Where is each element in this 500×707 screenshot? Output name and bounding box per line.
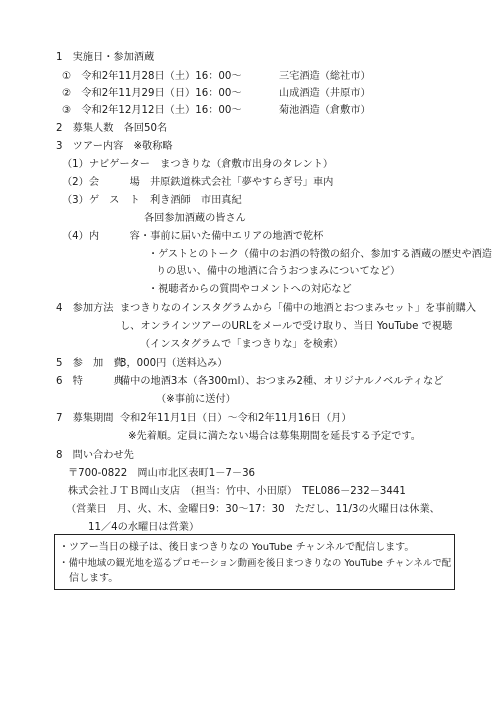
s4-line-3: （インスタグラムで「まつきりな」を検索） [140,339,344,350]
s8-hours-1: （営業日 月、火、木、金曜日9：30〜17：30 ただし、11/3の火曜日は休業、 [66,504,440,515]
s3-navigator: （1）ナビゲーター まつきりな（倉敷市出身のタレント） [62,159,334,170]
s7-value: 令和2年11月1日（日）〜令和2年11月16日（月） [120,413,352,424]
notice-line-1: ・ツアー当日の様子は、後日まつきりなの YouTube チャンネルで配信します。 [59,542,415,553]
section-3-heading: 3 ツアー内容 ※敬称略 [56,141,173,152]
notice-line-2a: ・備中地域の観光地を巡るプロモーション動画を後日まつきりなの YouTube チャンネルで配 [59,558,452,569]
s3-content-3: ・視聴者からの質問やコメントへの対応など [148,284,352,295]
s1-brewery-1: 三宅酒造（総社市） [279,71,371,82]
s8-hours-2: 11／4の水曜日は営業） [88,522,200,533]
section-6-label: 6 特 典 [56,376,124,387]
s1-brewery-2: 山成酒造（井原市） [279,88,371,99]
s3-content-2a: ・ゲストとのトーク（備中のお酒の特徴の紹介、参加する酒蔵の歴史や酒造 [148,249,492,260]
s1-date-2: ② 令和2年11月29日（日）16：00〜 [62,88,242,99]
section-7-label: 7 募集期間 [56,413,114,424]
s3-content-1: ・事前に届いた備中エリアの地酒で乾杯 [140,231,324,242]
s3-content-2b: りの思い、備中の地酒に合うおつまみについてなど） [156,266,401,277]
s6-value: 備中の地酒3本（各300ｍl）、おつまみ2種、オリジナルノベルティなど [120,376,444,387]
section-4-label: 4 参加方法 [56,303,114,314]
notice-box [54,534,455,590]
s4-line-2: し、オンラインツアーのURLをメールで受け取り、当日 YouTube で視聴 [120,321,453,332]
section-1-heading: 1 実施日・参加酒蔵 [56,52,155,63]
notice-line-2b: 信します。 [69,573,119,584]
s8-address: 〒700-0822 岡山市北区表町1－7－36 [68,468,256,479]
s6-note: （※事前に送付） [156,394,236,405]
s8-company: 株式会社ＪＴＢ岡山支店 （担当：竹中、小田原） TEL086－232－3441 [68,486,406,497]
s1-brewery-3: 菊池酒造（倉敷市） [279,105,371,116]
s3-guest-2: 各回参加酒蔵の皆さん [144,213,246,224]
section-8-heading: 8 問い合わせ先 [56,450,134,461]
s4-line-1: まつきりなのインスタグラムから「備中の地酒とおつまみセット」を事前購入 [120,303,477,314]
s1-date-1: ① 令和2年11月28日（土）16：00〜 [62,71,242,82]
s3-content-label: （4）内 容 [62,231,140,242]
s5-value: 3，000円（送料込み） [120,358,228,369]
s1-date-3: ③ 令和2年12月12日（土）16：00〜 [62,105,242,116]
s3-guest: （3）ゲ ス ト 利き酒師 市田真紀 [62,195,242,206]
s3-venue: （2）会 場 井原鉄道株式会社「夢やすらぎ号」車内 [62,177,334,188]
section-5-label: 5 参 加 費 [56,358,124,369]
section-2-heading: 2 募集人数 各回50名 [56,123,168,134]
s7-note: ※先着順。定員に満たない場合は募集期間を延長する予定です。 [128,431,421,442]
